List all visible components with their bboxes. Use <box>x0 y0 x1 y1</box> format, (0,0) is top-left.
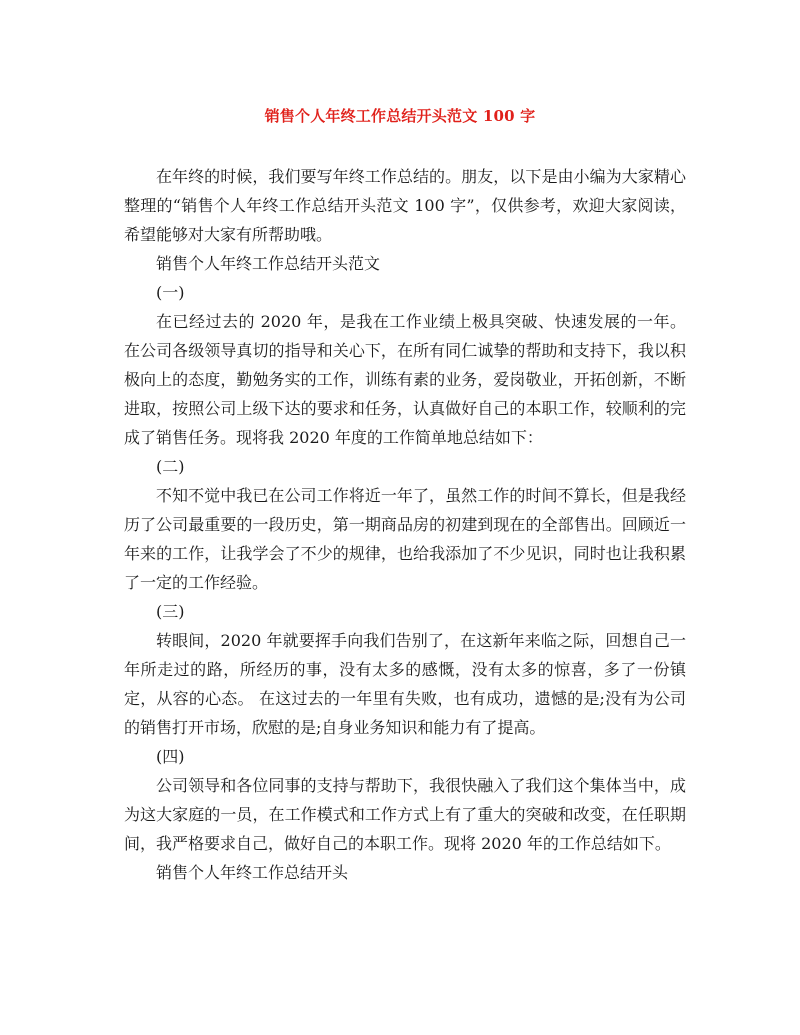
section-marker-3: (三) <box>156 602 185 621</box>
document-title: 销售个人年终工作总结开头范文 100 字 <box>264 107 536 125</box>
section-marker-2: (二) <box>156 457 185 476</box>
section-marker-4: (四) <box>156 747 185 766</box>
body-paragraph-1: 在已经过去的 2020 年，是我在工作业绩上极具突破、快速发展的一年。在公司各级领导真切的指导和关心下，在所有同仁诚挚的帮助和支持下，我以积极向上的态度，勤勉务实的工作，训练有素的业务，爱岗敬业，开拓创新，不断进取，按照公司上级下达的要求和任务，认真做好自己的本职工作，较顺利的完成了销售任务。现将我 2020 年度的工作简单地总结如下： <box>124 312 686 447</box>
section-marker-1: (一) <box>156 283 185 302</box>
body-paragraph-2: 不知不觉中我已在公司工作将近一年了，虽然工作的时间不算长，但是我经历了公司最重要的一段历史，第一期商品房的初建到现在的全部售出。回顾近一年来的工作，让我学会了不少的规律，也给我添加了不少见识，同时也让我积累了一定的工作经验。 <box>124 486 686 592</box>
body-paragraph-4: 公司领导和各位同事的支持与帮助下，我很快融入了我们这个集体当中，成为这大家庭的一员，在工作模式和工作方式上有了重大的突破和改变，在任职期间，我严格要求自己，做好自己的本职工作。现将 2020 年的工作总结如下。 <box>124 776 686 853</box>
document-body <box>124 162 686 887</box>
intro-paragraph: 在年终的时候，我们要写年终工作总结的。朋友，以下是由小编为大家精心整理的“销售个人年终工作总结开头范文 100 字”，仅供参考，欢迎大家阅读，希望能够对大家有所帮助哦。 <box>124 167 686 244</box>
closing-heading: 销售个人年终工作总结开头 <box>156 863 349 882</box>
body-paragraph-3: 转眼间，2020 年就要挥手向我们告别了，在这新年来临之际，回想自己一年所走过的路，所经历的事，没有太多的感慨，没有太多的惊喜，多了一份镇定，从容的心态。 在这过去的一年里有失败，也有成功，遗憾的是;没有为公司的销售打开市场，欣慰的是;自身业务知识和能力有了提高。 <box>124 631 686 737</box>
section-heading: 销售个人年终工作总结开头范文 <box>156 254 381 273</box>
